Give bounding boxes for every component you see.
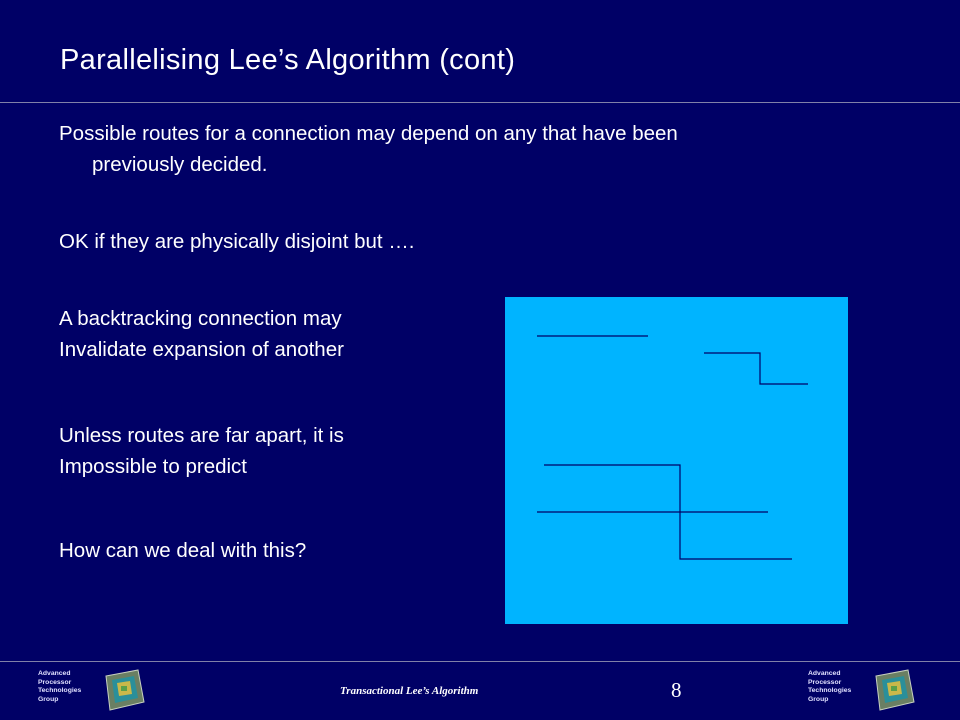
logo-word: Advanced (38, 670, 71, 677)
logo-word: Advanced (808, 670, 841, 677)
footer-divider (0, 661, 960, 662)
apt-logo-left (38, 668, 168, 713)
route-segment-2 (704, 353, 808, 384)
apt-logo-left-text (38, 670, 81, 704)
logo-word: Group (38, 695, 59, 703)
paragraph-predict-line2: Impossible to predict (59, 455, 248, 478)
paragraph-question: How can we deal with this? (59, 539, 307, 562)
logo-word: Processor (38, 678, 72, 686)
footer-title: Transactional Lee’s Algorithm (340, 685, 479, 697)
title-divider (0, 102, 960, 103)
paragraph-routes-line1: Possible routes for a connection may depend on any that have been (59, 122, 678, 145)
chip-icon (100, 668, 146, 712)
paragraph-backtracking-line2: Invalidate expansion of another (59, 338, 344, 361)
routing-diagram-svg (505, 297, 848, 624)
apt-logo-right (808, 668, 938, 713)
paragraph-backtracking (59, 303, 344, 365)
logo-word: Technologies (808, 687, 852, 695)
paragraph-predict-line1: Unless routes are far apart, it is (59, 424, 344, 447)
routing-diagram (505, 297, 848, 624)
page-number: 8 (671, 678, 682, 702)
paragraph-disjoint: OK if they are physically disjoint but …. (59, 230, 415, 253)
apt-logo-right-text (808, 670, 851, 704)
logo-word: Group (808, 695, 829, 703)
logo-word: Processor (808, 678, 842, 686)
paragraph-routes-line2: previously decided. (92, 153, 268, 176)
paragraph-predict (59, 420, 344, 482)
logo-word: Technologies (38, 687, 82, 695)
paragraph-backtracking-line1: A backtracking connection may (59, 307, 342, 330)
paragraph-routes (59, 118, 879, 180)
slide-title: Parallelising Lee’s Algorithm (cont) (60, 44, 516, 76)
chip-icon (870, 668, 916, 712)
